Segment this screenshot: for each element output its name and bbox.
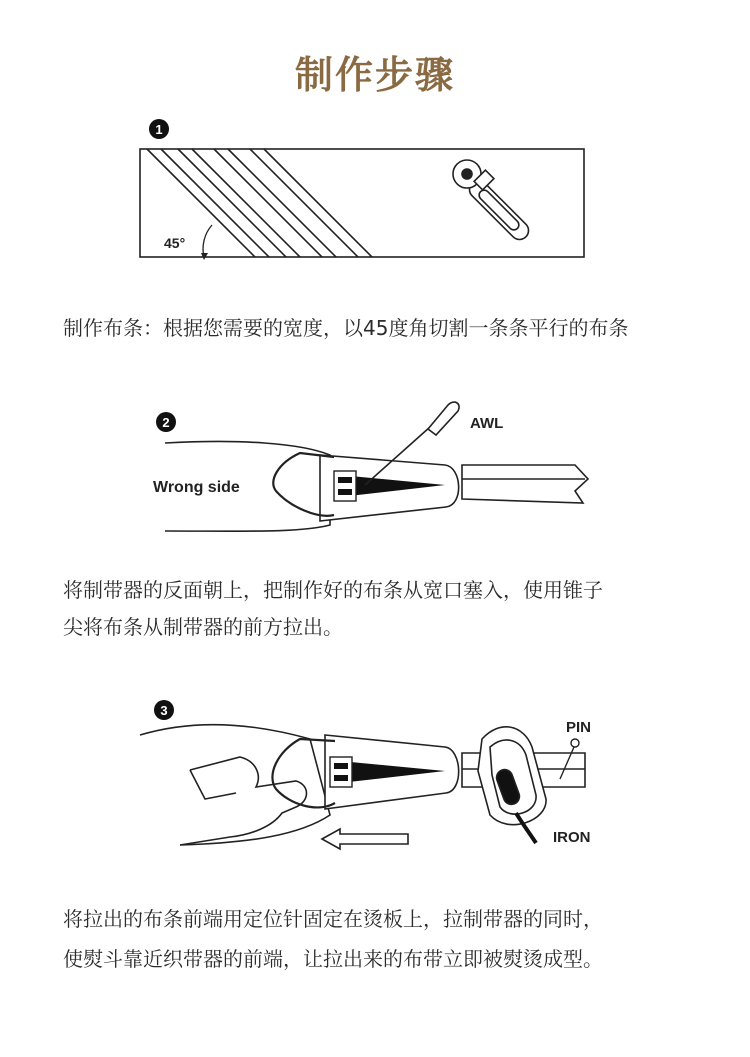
step-3-description-line-2: 使熨斗靠近织带器的前端，让拉出来的布带立即被熨烫成型。 xyxy=(63,947,603,971)
fabric-sheet xyxy=(140,149,584,257)
iron-label: IRON xyxy=(553,829,591,846)
step-2-illustration xyxy=(0,395,750,545)
step-1-number: 1 xyxy=(155,122,163,137)
pin-label: PIN xyxy=(566,719,592,736)
step-3-badge xyxy=(154,700,174,720)
step-1-badge xyxy=(149,119,169,139)
step-1-description: 制作布条：根据您需要的宽度，以45度角切割一条条平行的布条 xyxy=(63,316,629,340)
pulled-strip xyxy=(462,465,588,503)
step-3-illustration xyxy=(0,695,750,860)
wrong-side-label: Wrong side xyxy=(153,479,240,496)
iron-icon xyxy=(478,727,546,843)
step-2-description-line-2: 尖将布条从制带器的前方拉出。 xyxy=(63,615,343,639)
step-1-illustration xyxy=(0,112,750,272)
step-2-badge xyxy=(156,412,176,432)
angle-label: 45° xyxy=(164,235,186,251)
arrow-left-icon xyxy=(322,829,408,849)
step-3-number: 3 xyxy=(160,703,168,718)
step-2-number: 2 xyxy=(162,415,170,430)
step-2-description-line-1: 将制带器的反面朝上，把制作好的布条从宽口塞入，使用锥子 xyxy=(63,578,603,602)
step-3-description-line-1: 将拉出的布条前端用定位针固定在烫板上，拉制带器的同时， xyxy=(63,907,603,931)
page-title: 制作步骤 xyxy=(294,53,455,97)
awl-label: AWL xyxy=(470,415,504,432)
